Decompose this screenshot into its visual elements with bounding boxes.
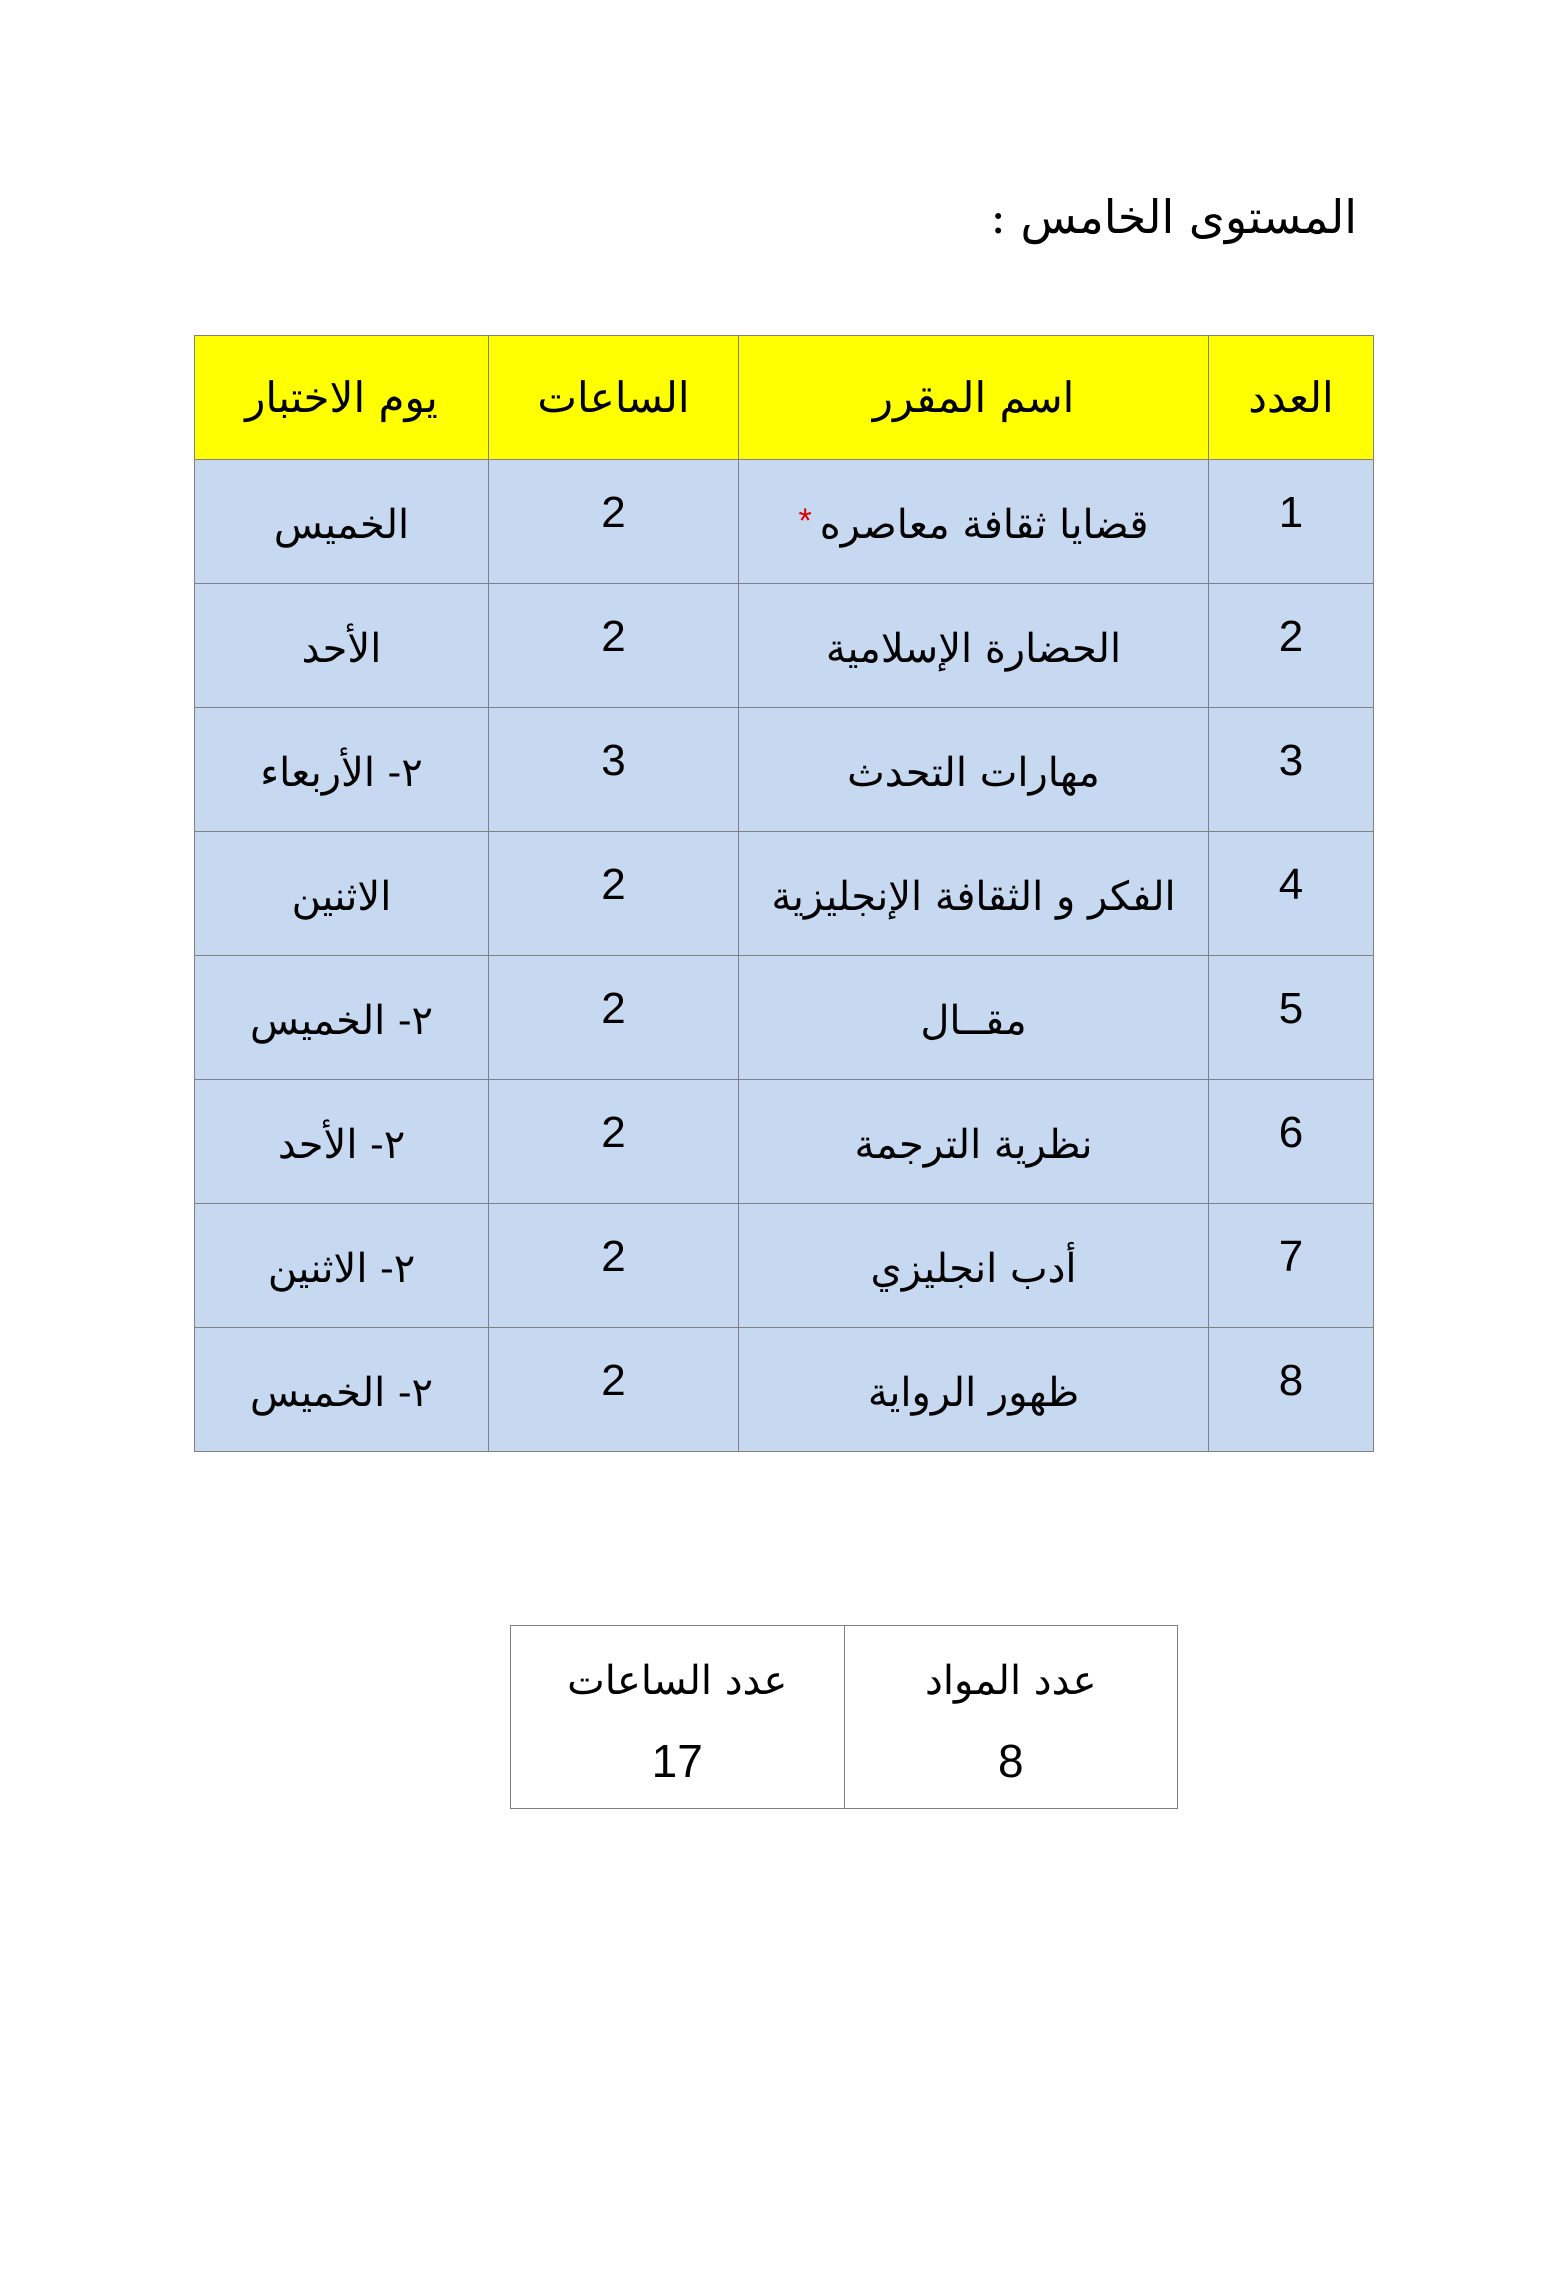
level-heading: المستوى الخامس :	[990, 190, 1357, 244]
course-hours-cell	[489, 1080, 739, 1204]
row-number: 6	[1278, 1108, 1304, 1157]
table-row	[195, 832, 1374, 956]
row-number-cell	[1209, 1328, 1374, 1452]
course-name: قضايا ثقافة معاصره	[819, 502, 1149, 548]
exam-day-cell	[195, 956, 489, 1080]
course-hours: 2	[601, 860, 626, 909]
exam-day-cell	[195, 1204, 489, 1328]
exam-day-cell	[195, 1080, 489, 1204]
course-name: الحضارة الإسلامية	[825, 626, 1122, 672]
table-row	[195, 956, 1374, 1080]
row-number: 4	[1278, 860, 1304, 909]
course-hours: 2	[601, 1356, 626, 1405]
course-hours-cell	[489, 584, 739, 708]
exam-day: ٢- الخميس	[249, 1370, 434, 1416]
course-name-wrapper	[739, 460, 1208, 548]
exam-day-cell	[195, 584, 489, 708]
course-hours-cell	[489, 1204, 739, 1328]
course-hours: 2	[601, 488, 626, 537]
course-hours-cell	[489, 832, 739, 956]
course-hours: 2	[601, 1232, 626, 1281]
course-hours-cell	[489, 708, 739, 832]
course-schedule-table	[194, 335, 1374, 1452]
summary-table	[510, 1625, 1178, 1809]
exam-day-cell	[195, 1328, 489, 1452]
course-hours-cell	[489, 956, 739, 1080]
subjects-count-value: 8	[997, 1735, 1024, 1787]
row-number-cell	[1209, 584, 1374, 708]
course-name: الفكر و الثقافة الإنجليزية	[771, 874, 1176, 920]
exam-day-cell	[195, 708, 489, 832]
course-name: نظرية الترجمة	[854, 1122, 1093, 1168]
course-name: مقــال	[920, 998, 1027, 1044]
course-hours: 2	[601, 612, 626, 661]
exam-day: ٢- الأحد	[277, 1122, 406, 1168]
course-name-cell	[739, 832, 1209, 956]
exam-day-cell	[195, 832, 489, 956]
table-row	[195, 1328, 1374, 1452]
course-name-cell	[739, 708, 1209, 832]
row-number-cell	[1209, 956, 1374, 1080]
course-name-cell	[739, 584, 1209, 708]
table-row	[195, 1204, 1374, 1328]
exam-day: الاثنين	[291, 874, 392, 920]
exam-day: ٢- الاثنين	[267, 1246, 416, 1292]
row-number: 3	[1278, 736, 1304, 785]
row-number: 2	[1278, 612, 1304, 661]
exam-day: الخميس	[273, 502, 410, 548]
table-row	[195, 460, 1374, 584]
course-name-cell	[739, 1328, 1209, 1452]
row-number: 8	[1278, 1356, 1304, 1405]
course-hours-cell	[489, 1328, 739, 1452]
table-header-row	[195, 336, 1374, 460]
row-number-cell	[1209, 460, 1374, 584]
row-number-cell	[1209, 708, 1374, 832]
exam-day: ٢- الأربعاء	[260, 750, 423, 796]
course-name-cell	[739, 956, 1209, 1080]
course-name-cell	[739, 1204, 1209, 1328]
header-exam-day: يوم الاختبار	[195, 336, 489, 460]
header-hours: الساعات	[489, 336, 739, 460]
course-name-cell	[739, 1080, 1209, 1204]
hours-count-value: 17	[651, 1735, 703, 1787]
exam-day-cell	[195, 460, 489, 584]
course-name: أدب انجليزي	[870, 1246, 1077, 1292]
course-name: ظهور الرواية	[867, 1370, 1080, 1416]
asterisk-mark: *	[798, 502, 812, 540]
course-hours: 2	[601, 984, 626, 1033]
row-number: 7	[1278, 1232, 1304, 1281]
header-course-name: اسم المقرر	[739, 336, 1209, 460]
row-number-cell	[1209, 832, 1374, 956]
subjects-count-label: عدد المواد	[925, 1658, 1097, 1704]
course-hours: 2	[601, 1108, 626, 1157]
row-number: 1	[1278, 488, 1304, 537]
course-name: مهارات التحدث	[847, 750, 1100, 796]
header-number: العدد	[1209, 336, 1374, 460]
hours-count-label: عدد الساعات	[567, 1658, 788, 1704]
row-number: 5	[1278, 984, 1304, 1033]
course-hours-cell	[489, 460, 739, 584]
course-name-cell	[739, 460, 1209, 584]
hours-count-cell	[511, 1626, 845, 1809]
table-row	[195, 708, 1374, 832]
table-row	[195, 584, 1374, 708]
row-number-cell	[1209, 1080, 1374, 1204]
exam-day: الأحد	[301, 626, 382, 672]
table-row	[195, 1080, 1374, 1204]
subjects-count-cell	[844, 1626, 1178, 1809]
summary-row	[511, 1626, 1178, 1809]
course-hours: 3	[601, 736, 626, 785]
exam-day: ٢- الخميس	[249, 998, 434, 1044]
row-number-cell	[1209, 1204, 1374, 1328]
